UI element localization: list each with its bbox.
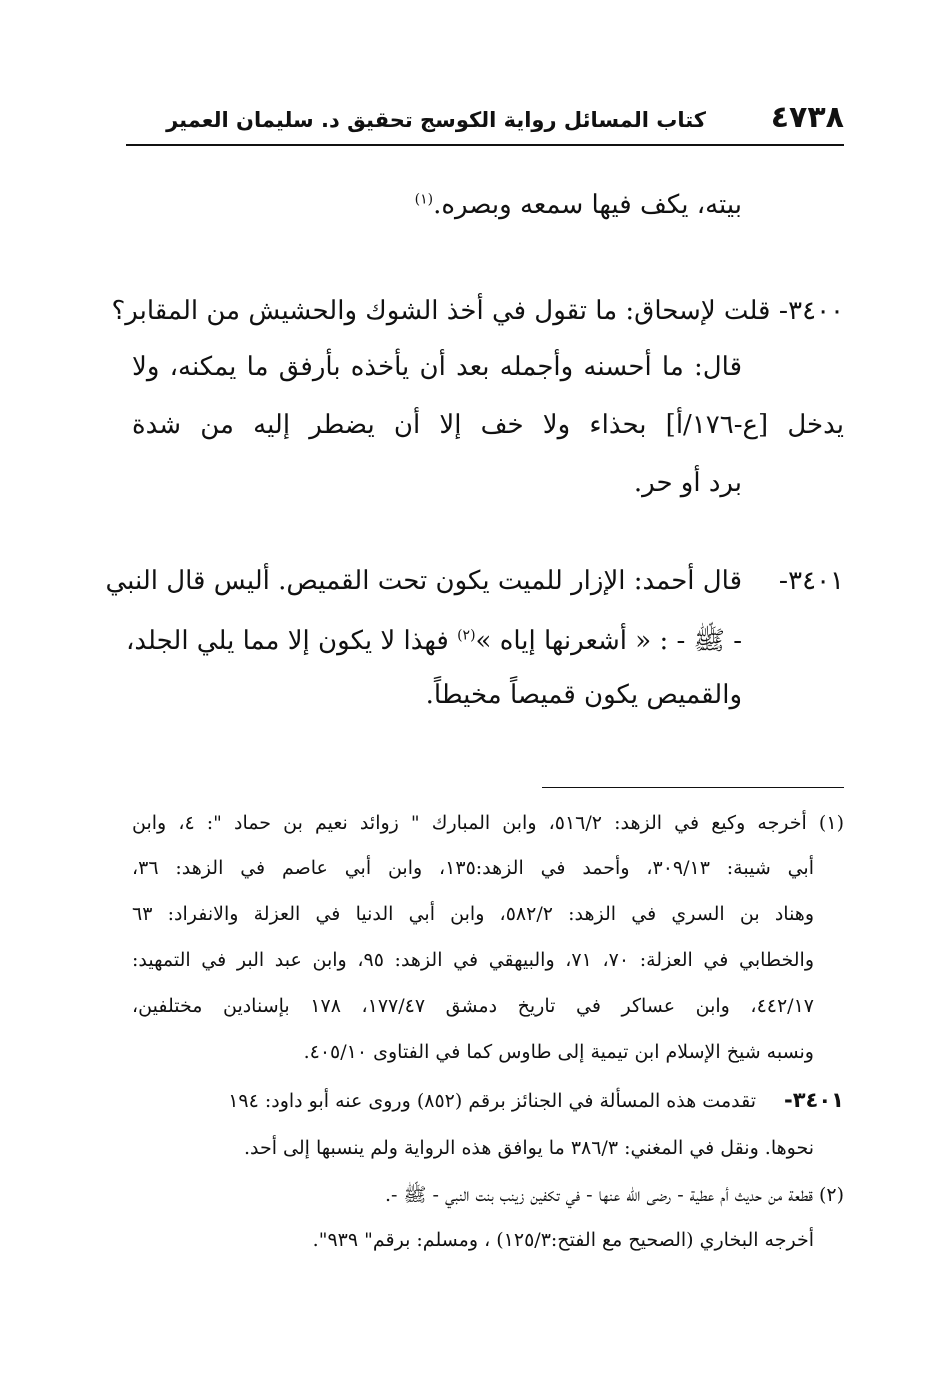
footnote-2-line-2: أخرجه البخاري (الصحيح مع الفتح:١٢٥/٣) ، ومسلم: برقم" ٩٣٩". bbox=[312, 1229, 814, 1251]
footnote-ref-2: (٢) bbox=[457, 627, 476, 644]
question-3401-line-2-b: فهذا لا يكون إلا مما يلي الجلد، bbox=[125, 626, 458, 656]
footnote-ref-1: (١) bbox=[414, 191, 434, 208]
footnote-1-line-3: وهناد بن السري في الزهد: ٥٨٢/٢، وابن أبي الدنيا في العزلة والانفراد: ٦٣ bbox=[132, 903, 814, 925]
note-3401-line-2: نحوها. ونقل في المغني: ٣٨٦/٣ ما يوافق هذه الرواية ولم ينسبها إلى أحد. bbox=[243, 1137, 814, 1159]
note-3401-number: ٣٤٠١- bbox=[784, 1088, 844, 1112]
page-number: ٤٧٣٨ bbox=[770, 100, 844, 135]
question-number-3400: ٣٤٠٠- bbox=[778, 296, 844, 326]
footnote-separator bbox=[542, 787, 844, 788]
answer-3400-line-2: يدخل [ع-١٧٦/أ] بحذاء ولا خف إلا أن يضطر إليه من شدة bbox=[132, 410, 844, 440]
page-header bbox=[126, 96, 844, 146]
question-3401-line-2-a: - ﷺ - : « أشعرنها إياه » bbox=[475, 626, 742, 656]
footnote-1-line-1: (١) أخرجه وكيع في الزهد: ٥١٦/٢، وابن المبارك " زوائد نعيم بن حماد ": ٤، وابن bbox=[132, 812, 844, 834]
running-title: كتاب المسائل رواية الكوسج تحقيق د. سليمان العمير bbox=[166, 108, 706, 132]
question-3401-line-2 bbox=[126, 624, 742, 662]
footnote-1-line-6: ونسبه شيخ الإسلام ابن تيمية إلى طاوس كما في الفتاوى ٤٠٥/١٠. bbox=[303, 1041, 814, 1063]
answer-3400-line-1: قال: ما أحسنه وأجمله بعد أن يأخذه بأرفق ما يمكنه، ولا bbox=[132, 352, 742, 382]
note-3401-line-1 bbox=[132, 1090, 844, 1120]
continuation-line bbox=[415, 190, 742, 220]
footnote-1-line-2: أبي شيبة: ٣٠٩/١٣، وأحمد في الزهد:١٣٥، وابن أبي عاصم في الزهد: ٣٦، bbox=[132, 857, 814, 879]
continuation-text: بيته، يكف فيها سمعه وبصره. bbox=[433, 190, 742, 220]
footnote-1-line-4: والخطابي في العزلة: ٧٠، ٧١، والبيهقي في الزهد: ٩٥، وابن عبد البر في التمهيد: bbox=[132, 949, 815, 971]
answer-3400-line-3: برد أو حر. bbox=[633, 468, 742, 498]
question-3400-text: قلت لإسحاق: ما تقول في أخذ الشوك والحشيش من المقابر؟ bbox=[111, 296, 771, 326]
question-3400 bbox=[111, 296, 844, 326]
question-number-3401: ٣٤٠١- bbox=[778, 566, 844, 596]
footnote-1-line-5: ٤٤٢/١٧، وابن عساكر في تاريخ دمشق ١٧٧/٤٧، ١٧٨ بإسنادين مختلفين، bbox=[132, 995, 814, 1017]
note-3401-line-1-text: تقدمت هذه المسألة في الجنائز برقم (٨٥٢) وروى عنه أبو داود: ١٩٤ bbox=[228, 1090, 756, 1112]
question-3401-line-1-text: قال أحمد: الإزار للميت يكون تحت القميص. أليس قال النبي bbox=[105, 566, 742, 596]
question-3401-line-3: والقميص يكون قميصاً مخيطاً. bbox=[425, 680, 742, 710]
footnote-2-line-1: (٢) قطعة من حديث أم عطية - رضى الله عنها - في تكفين زينب بنت النبي - ﷺ -. bbox=[385, 1184, 844, 1206]
